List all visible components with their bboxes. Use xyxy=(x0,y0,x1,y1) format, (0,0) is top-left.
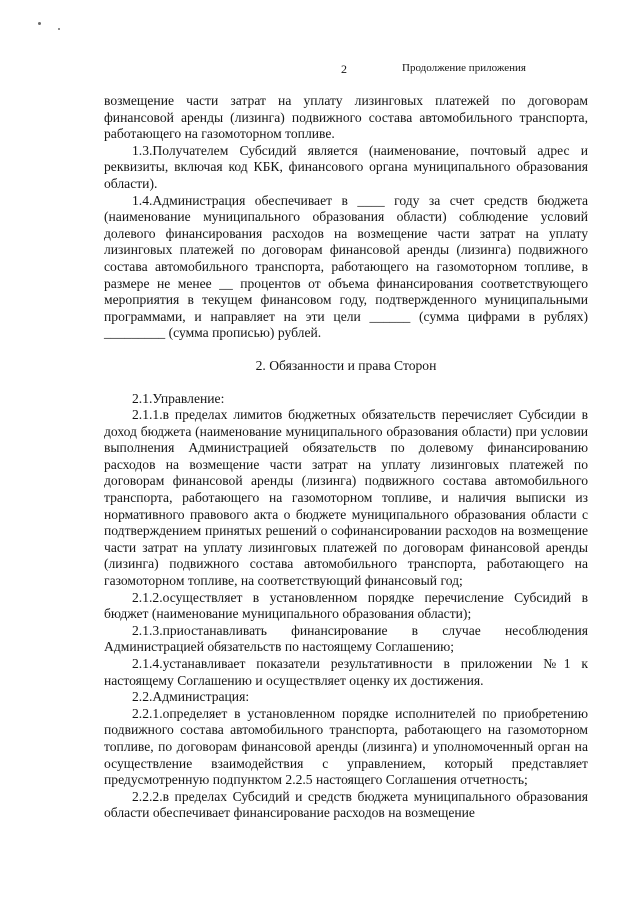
document-body xyxy=(104,93,588,822)
paragraph: 2.2.1.определяет в установленном порядке исполнителей по приобретению подвижного состава автомобильного транспорта, работающего на газомоторном топливе, по договорам финансовой аренды (лизинга) и уполномоченный орган на осуществление взаимодействия с управлением, который представляет предусмотренную подпунктом 2.2.5 настоящего Соглашения отчетность; xyxy=(104,705,588,788)
section-heading: 2. Обязанности и права Сторон xyxy=(255,357,437,373)
paragraph: 1.4.Администрация обеспечивает в ____ году за счет средств бюджета (наименование муниципального образования области) соблюдение условий долевого финансирования расходов на возмещение части затрат на уплату лизинговых платежей по договорам финансовой аренды (лизинга) подвижного состава автомобильного транспорта, работающего на газомоторном топливе, в размере не менее __ процентов от объема финансирования соответствующего мероприятия в текущем финансовом году, подтвержденного муниципальными программами, и направляет на эти цели ______ (сумма цифрами в рублях) _________ (сумма прописью) рублей. xyxy=(104,192,588,341)
paragraph: 2.1.4.устанавливает показатели результативности в приложении №1 к настоящему Соглашению и осуществляет оценку их достижения. xyxy=(104,656,588,688)
paragraph: 2.2.2.в пределах Субсидий и средств бюджета муниципального образования области обеспечивает финансирование расходов на возмещение xyxy=(104,788,588,821)
paragraph: 1.3.Получателем Субсидий является (наименование, почтовый адрес и реквизиты, включая код КБК, финансового органа муниципального образования области). xyxy=(104,142,588,191)
paragraph: 2.1.1.в пределах лимитов бюджетных обязательств перечисляет Субсидии в доход бюджета (наименование муниципального образования области) при условии выполнения Администрацией обязательств по долевому финансированию расходов на возмещение части затрат на уплату лизинговых платежей по договорам финансовой аренды (лизинга) подвижного состава автомобильного транспорта, работающего на газомоторном топливе, и наличия выписки из нормативного правового акта о бюджете муниципального образования области с подтверждением принятых решений о софинансировании расходов на возмещение части затрат на уплату лизинговых платежей по договорам финансовой аренды (лизинга) подвижного состава автомобильного транспорта, работающего на газомоторном топливе, на соответствующий финансовый год; xyxy=(104,407,588,589)
paragraph: 2.1.Управление: xyxy=(132,390,225,406)
paragraph: 2.1.3.приостанавливать финансирование в случае несоблюдения Администрацией обязательств по настоящему Соглашению; xyxy=(104,622,588,655)
page-number: 2 xyxy=(341,62,347,76)
scan-speck xyxy=(58,28,60,30)
paragraph: 2.2.Администрация: xyxy=(132,689,250,705)
paragraph: 2.1.2.осуществляет в установленном порядке перечисление Субсидий в бюджет (наименование муниципального образования области); xyxy=(104,589,588,622)
scan-speck xyxy=(38,22,41,25)
paragraph: возмещение части затрат на уплату лизинговых платежей по договорам финансовой аренды (лизинга) подвижного состава автомобильного транспорта, работающего на газомоторном топливе. xyxy=(104,93,588,142)
continuation-label: Продолжение приложения xyxy=(402,62,526,74)
